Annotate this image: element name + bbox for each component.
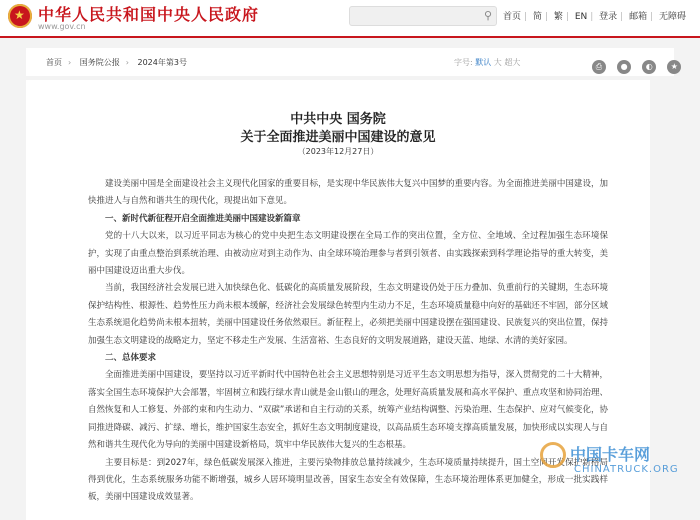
top-bar [0, 0, 700, 36]
paragraph: 党的十八大以来，以习近平同志为核心的党中央把生态文明建设摆在全局工作的突出位置，全方位、全地域、全过程加强生态环境保护，实现了由重点整治到系统治理、由被动应对到主动作为、由全球环境治理参与者到引领者、由实践探索到科学理论指导的重大转变，美丽中国建设迈出重大步伐。 [88, 231, 608, 277]
qzone-icon[interactable]: ★ [667, 60, 681, 74]
nav-login[interactable]: 登录 [599, 12, 618, 22]
watermark-en: CHINATRUCK.ORG [574, 464, 679, 475]
nav-traditional[interactable]: 繁 [553, 12, 563, 22]
breadcrumb-home[interactable]: 首页 [46, 58, 62, 67]
font-size-label: 字号: [454, 58, 473, 67]
font-size-xlarge[interactable]: 超大 [504, 58, 521, 67]
document-date: （2023年12月27日） [297, 147, 379, 156]
document-title-line1: 中共中央 国务院 [290, 112, 386, 127]
paragraph: 建设美丽中国是全面建设社会主义现代化国家的重要目标，是实现中华民族伟大复兴中国梦的重要内容。为全面推进美丽中国建设，加快推进人与自然和谐共生的现代化，现提出如下意见。 [88, 179, 608, 207]
header-divider [0, 36, 700, 38]
watermark-logo-icon [540, 442, 566, 468]
search-icon[interactable]: ⚲ [483, 9, 492, 22]
nav-home[interactable]: 首页 [503, 12, 522, 22]
paragraph: 一、新时代新征程开启全面推进美丽中国建设新篇章 [105, 213, 301, 224]
search-input[interactable] [349, 6, 497, 26]
nav-english[interactable]: EN [574, 12, 588, 22]
breadcrumb-issue[interactable]: 2024年第3号 [137, 58, 187, 67]
top-nav: 首页 | 简 | 繁 | EN | 登录 | 邮箱 | 无障碍 [503, 12, 687, 22]
paragraph: 主要目标是：到2027年，绿色低碳发展深入推进，主要污染物排放总量持续减少，生态环境质量持续提升，国土空间开发保护新格局得到优化，生态系统服务功能不断增强，城乡人居环境明显改善，国家生态安全有效保障，生态环境治理体系更加健全，形成一批实践样板，美丽中国建设成效显著。 [88, 457, 608, 503]
paragraph: 当前，我国经济社会发展已进入加快绿色化、低碳化的高质量发展阶段，生态文明建设仍处于压力叠加、负重前行的关键期，生态环境保护结构性、根源性、趋势性压力尚未根本缓解，经济社会发展绿色转型内生动力不足，生态环境质量稳中向好的基础还不牢固，部分区域生态系统退化趋势尚未根本扭转，美丽中国建设任务依然艰巨。新征程上，必须把美丽中国建设摆在强国建设、民族复兴的突出位置，保持加强生态文明建设的战略定力，坚定不移走生产发展、生活富裕、生态良好的文明发展道路，建设天蓝、地绿、水清的美好家园。 [88, 283, 608, 346]
font-size-default[interactable]: 默认 [475, 58, 492, 67]
wechat-icon[interactable]: ● [617, 60, 631, 74]
breadcrumb-gazette[interactable]: 国务院公报 [79, 58, 120, 67]
breadcrumb-bar [26, 48, 678, 76]
font-size-switcher [454, 57, 520, 68]
nav-mail[interactable]: 邮箱 [629, 12, 648, 22]
watermark-cn: 中国卡车网 [570, 445, 651, 464]
print-icon[interactable]: ⎙ [592, 60, 606, 74]
nav-simplified[interactable]: 简 [532, 12, 542, 22]
font-size-large[interactable]: 大 [493, 58, 502, 67]
site-url: www.gov.cn [38, 22, 86, 31]
nav-accessibility[interactable]: 无障碍 [659, 12, 687, 22]
section-heading: 二、总体要求 [105, 353, 157, 364]
share-tools [592, 54, 687, 74]
national-emblem-icon[interactable]: ★ [8, 4, 32, 28]
breadcrumb: 首页 › 国务院公报 › 2024年第3号 [46, 58, 187, 67]
paragraph: 全面推进美丽中国建设，要坚持以习近平新时代中国特色社会主义思想特别是习近平生态文明思想为指导，深入贯彻党的二十大精神，落实全国生态环境保护大会部署，牢固树立和践行绿水青山就是金山银山的理念，处理好高质量发展和高水平保护、重点攻坚和协同治理、自然恢复和人工修复、外部约束和内生动力、“双碳”承诺和自主行动的关系，统筹产业结构调整、污染治理、生态保护、应对气候变化，协同推进降碳、减污、扩绿、增长，维护国家生态安全，抓好生态文明制度建设，以高品质生态环境支撑高质量发展，加快形成以实现人与自然和谐共生现代化为导向的美丽中国建设新格局，筑牢中华民族伟大复兴的生态根基。 [88, 370, 608, 451]
weibo-icon[interactable]: ◐ [642, 60, 656, 74]
watermark [540, 440, 690, 490]
document-body [88, 176, 608, 507]
site-title[interactable]: 中华人民共和国中央人民政府 [38, 5, 260, 24]
document-title-line2: 关于全面推进美丽中国建设的意见 [240, 130, 436, 145]
